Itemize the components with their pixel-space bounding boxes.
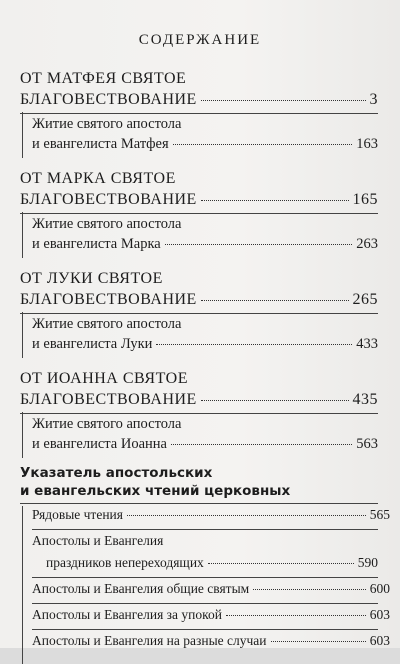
page-number: 265	[352, 291, 378, 308]
section-heading-line2	[20, 389, 378, 410]
page-number: 603	[369, 633, 390, 648]
sub-entry-life	[32, 414, 378, 454]
vertical-rule	[22, 212, 23, 258]
index-item	[32, 604, 390, 626]
page-number: 603	[369, 607, 390, 622]
page-number: 3	[369, 91, 378, 108]
sub-entry-text: и евангелиста Луки	[32, 336, 153, 352]
sub-entry-line2	[32, 334, 378, 354]
section-heading-line2	[20, 189, 378, 210]
page-number: 590	[357, 555, 378, 570]
leader-dots	[201, 400, 349, 401]
page-number: 433	[356, 336, 378, 352]
section-heading-text: БЛАГОВЕСТВОВАНИЕ	[20, 391, 197, 408]
index-item-label-line1: Апостолы и Евангелия	[32, 533, 164, 548]
index-heading-line2: и евангельских чтений церковных	[20, 483, 291, 499]
sub-entry-line1: Житие святого апостола	[32, 216, 182, 232]
index-item-label: Апостолы и Евангелия за упокой	[32, 607, 222, 622]
toc-section-mark	[20, 168, 378, 254]
index-item-label: Апостолы и Евангелия на разные случаи	[32, 633, 267, 648]
index-item	[32, 530, 378, 574]
sub-entry-life	[32, 314, 378, 354]
index-item	[32, 578, 390, 600]
page-number: 435	[352, 391, 378, 408]
sub-entry-text: и евангелиста Матфея	[32, 136, 169, 152]
vertical-rule	[22, 112, 23, 158]
leader-dots	[201, 100, 366, 101]
leader-dots	[156, 344, 352, 345]
index-item-label-line2: праздников непереходящих	[46, 555, 204, 570]
index-item	[32, 504, 390, 526]
vertical-rule	[22, 412, 23, 458]
leader-dots	[127, 515, 366, 516]
leader-dots	[201, 300, 349, 301]
index-item	[32, 630, 390, 652]
toc-section-john	[20, 368, 378, 454]
index-item-label: Рядовые чтения	[32, 507, 123, 522]
section-heading-line2	[20, 89, 378, 110]
section-heading-line1: ОТ МАРКА СВЯТОЕ	[20, 170, 176, 187]
page-number: 565	[369, 507, 390, 522]
index-item-line2	[46, 552, 378, 574]
toc-index	[20, 464, 390, 652]
leader-dots	[173, 144, 353, 145]
vertical-rule	[22, 506, 23, 664]
sub-entry-line2	[32, 434, 378, 454]
leader-dots	[165, 244, 353, 245]
leader-dots	[253, 589, 366, 590]
leader-dots	[271, 641, 366, 642]
section-heading-line1: ОТ МАТФЕЯ СВЯТОЕ	[20, 70, 187, 87]
toc-section-luke	[20, 268, 378, 354]
section-heading-line1: ОТ ЛУКИ СВЯТОЕ	[20, 270, 163, 287]
leader-dots	[208, 563, 354, 564]
sub-entry-line1: Житие святого апостола	[32, 316, 182, 332]
page-title: СОДЕРЖАНИЕ	[138, 32, 262, 48]
toc-section-matthew	[20, 68, 378, 154]
sub-entry-text: и евангелиста Иоанна	[32, 436, 167, 452]
leader-dots	[226, 615, 366, 616]
page-number: 563	[356, 436, 378, 452]
sub-entry-line1: Житие святого апостола	[32, 416, 182, 432]
vertical-rule	[22, 312, 23, 358]
sub-entry-line2	[32, 134, 378, 154]
section-heading-text: БЛАГОВЕСТВОВАНИЕ	[20, 91, 197, 108]
leader-dots	[171, 444, 352, 445]
sub-entry-line2	[32, 234, 378, 254]
page-number: 263	[356, 236, 378, 252]
index-heading-line1: Указатель апостольских	[20, 465, 213, 481]
leader-dots	[201, 200, 349, 201]
page-number: 163	[356, 136, 378, 152]
sub-entry-line1: Житие святого апостола	[32, 116, 182, 132]
index-item-label: Апостолы и Евангелия общие святым	[32, 581, 250, 596]
table-of-contents	[20, 62, 390, 652]
section-heading-line1: ОТ ИОАННА СВЯТОЕ	[20, 370, 188, 387]
page-number: 600	[369, 581, 390, 596]
page-number: 165	[352, 191, 378, 208]
section-heading-text: БЛАГОВЕСТВОВАНИЕ	[20, 291, 197, 308]
section-heading-line2	[20, 289, 378, 310]
sub-entry-life	[32, 214, 378, 254]
sub-entry-life	[32, 114, 378, 154]
section-heading-text: БЛАГОВЕСТВОВАНИЕ	[20, 191, 197, 208]
sub-entry-text: и евангелиста Марка	[32, 236, 161, 252]
